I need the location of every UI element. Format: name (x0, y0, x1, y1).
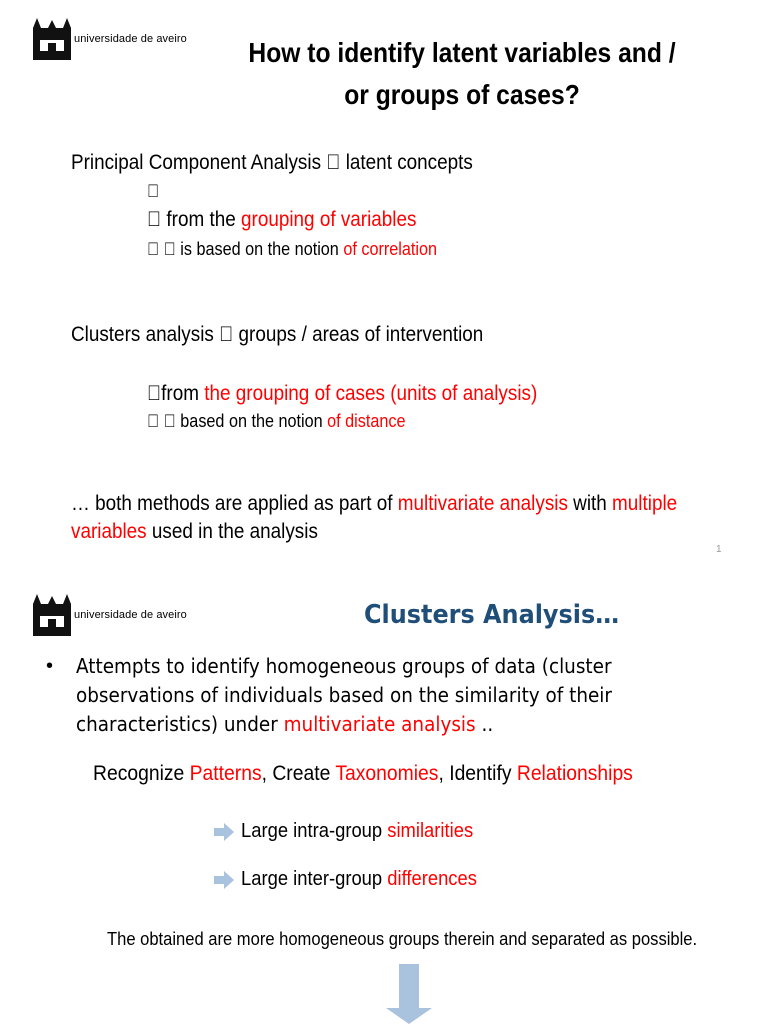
university-logo-icon (33, 18, 71, 60)
bullet-paragraph: Attempts to identify homogeneous groups of data (cluster observations of individuals based on the similarity of their characteristics) under multivariate analysis .. (76, 654, 612, 736)
clusters-notion-line: based on the notion of distance (147, 411, 373, 431)
slide2-title: Clusters Analysis… (364, 600, 620, 630)
university-logo-icon (33, 594, 71, 636)
summary-line-2: variables used in the analysis (71, 520, 318, 543)
patterns-line: Recognize Patterns, Create Taxonomies, Identify Relationships (93, 762, 633, 785)
university-logo (33, 18, 187, 60)
intra-group-item: Large intra-group similarities (213, 820, 493, 843)
pca-from-line: from the grouping of variables (147, 208, 398, 231)
right-arrow-icon (213, 821, 235, 843)
university-name: universidade de aveiro (74, 33, 187, 45)
bullet-marker: • (46, 655, 54, 677)
university-logo-2 (33, 594, 187, 636)
closing-statement: The obtained are more homogeneous groups therein and separated as possible. (107, 929, 698, 949)
right-arrow-icon (213, 869, 235, 891)
pca-notion-line: is based on the notion of correlation (147, 239, 404, 259)
pca-heading: Principal Component Analysis latent concepts (71, 151, 454, 174)
page-number: 1 (716, 544, 722, 555)
pca-glyph (147, 181, 159, 202)
slide1-title: How to identify latent variables and / or groups of cases? (248, 37, 676, 110)
summary-line-1: … both methods are applied as part of multivariate analysis with multiple (71, 492, 678, 515)
university-name: universidade de aveiro (74, 609, 187, 621)
inter-group-item: Large inter-group differences (213, 868, 497, 891)
clusters-heading: Clusters analysis groups / areas of intervention (71, 323, 464, 346)
clusters-from-line: from the grouping of cases (units of analysis) (147, 382, 524, 405)
down-arrow-icon (384, 964, 434, 1024)
